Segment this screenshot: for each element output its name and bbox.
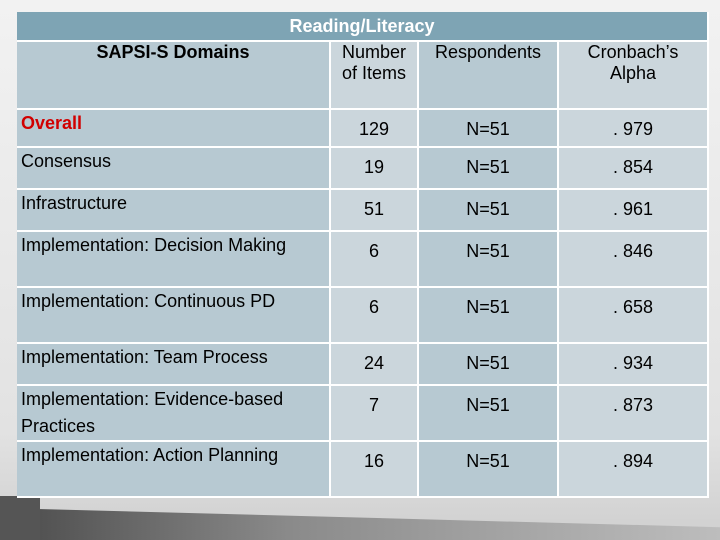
- table-row: [17, 148, 709, 190]
- table-row: [17, 288, 709, 344]
- row-alpha: . 658: [559, 288, 709, 344]
- row-items: 16: [331, 442, 419, 498]
- row-items: 7: [331, 386, 419, 442]
- row-alpha: . 934: [559, 344, 709, 386]
- header-cronbach-alpha: [559, 42, 709, 110]
- row-respondents: N=51: [419, 288, 559, 344]
- table-row: [17, 442, 709, 498]
- header-items-line2: of Items: [341, 63, 407, 83]
- row-items: 51: [331, 190, 419, 232]
- table-body: [17, 110, 709, 498]
- header-domains: SAPSI-S Domains: [17, 42, 331, 110]
- row-domain: Consensus: [17, 148, 331, 190]
- row-respondents: N=51: [419, 110, 559, 148]
- row-alpha: . 894: [559, 442, 709, 498]
- row-domain: Overall: [17, 110, 331, 148]
- row-alpha: . 979: [559, 110, 709, 148]
- row-domain: Implementation: Team Process: [17, 344, 331, 386]
- reliability-table: [17, 12, 709, 498]
- row-respondents: N=51: [419, 386, 559, 442]
- row-items: 6: [331, 288, 419, 344]
- row-alpha: . 846: [559, 232, 709, 288]
- header-number-of-items: [331, 42, 419, 110]
- table-row: [17, 344, 709, 386]
- row-items: 19: [331, 148, 419, 190]
- header-items-line1: Number: [341, 42, 407, 62]
- row-alpha: . 961: [559, 190, 709, 232]
- row-domain: Infrastructure: [17, 190, 331, 232]
- row-items: 6: [331, 232, 419, 288]
- header-alpha-line2: Alpha: [609, 63, 657, 83]
- table-row: [17, 190, 709, 232]
- row-respondents: N=51: [419, 148, 559, 190]
- row-respondents: N=51: [419, 442, 559, 498]
- row-alpha: . 854: [559, 148, 709, 190]
- row-domain: Implementation: Action Planning: [17, 442, 331, 498]
- row-items: 24: [331, 344, 419, 386]
- header-alpha-line1: Cronbach’s: [587, 42, 679, 62]
- table-row: [17, 232, 709, 288]
- table-row: [17, 110, 709, 148]
- header-respondents: Respondents: [419, 42, 559, 110]
- row-domain: Implementation: Decision Making: [17, 232, 331, 288]
- row-alpha: . 873: [559, 386, 709, 442]
- table-row: [17, 386, 709, 442]
- decorative-corner-shape: [0, 496, 40, 540]
- row-domain: Implementation: Evidence-based Practices: [17, 386, 331, 442]
- table-header-row: [17, 42, 709, 110]
- row-respondents: N=51: [419, 232, 559, 288]
- row-items: 129: [331, 110, 419, 148]
- table-title-row: [17, 12, 709, 42]
- row-domain: Implementation: Continuous PD: [17, 288, 331, 344]
- table-title: Reading/Literacy: [17, 12, 709, 42]
- row-respondents: N=51: [419, 344, 559, 386]
- row-respondents: N=51: [419, 190, 559, 232]
